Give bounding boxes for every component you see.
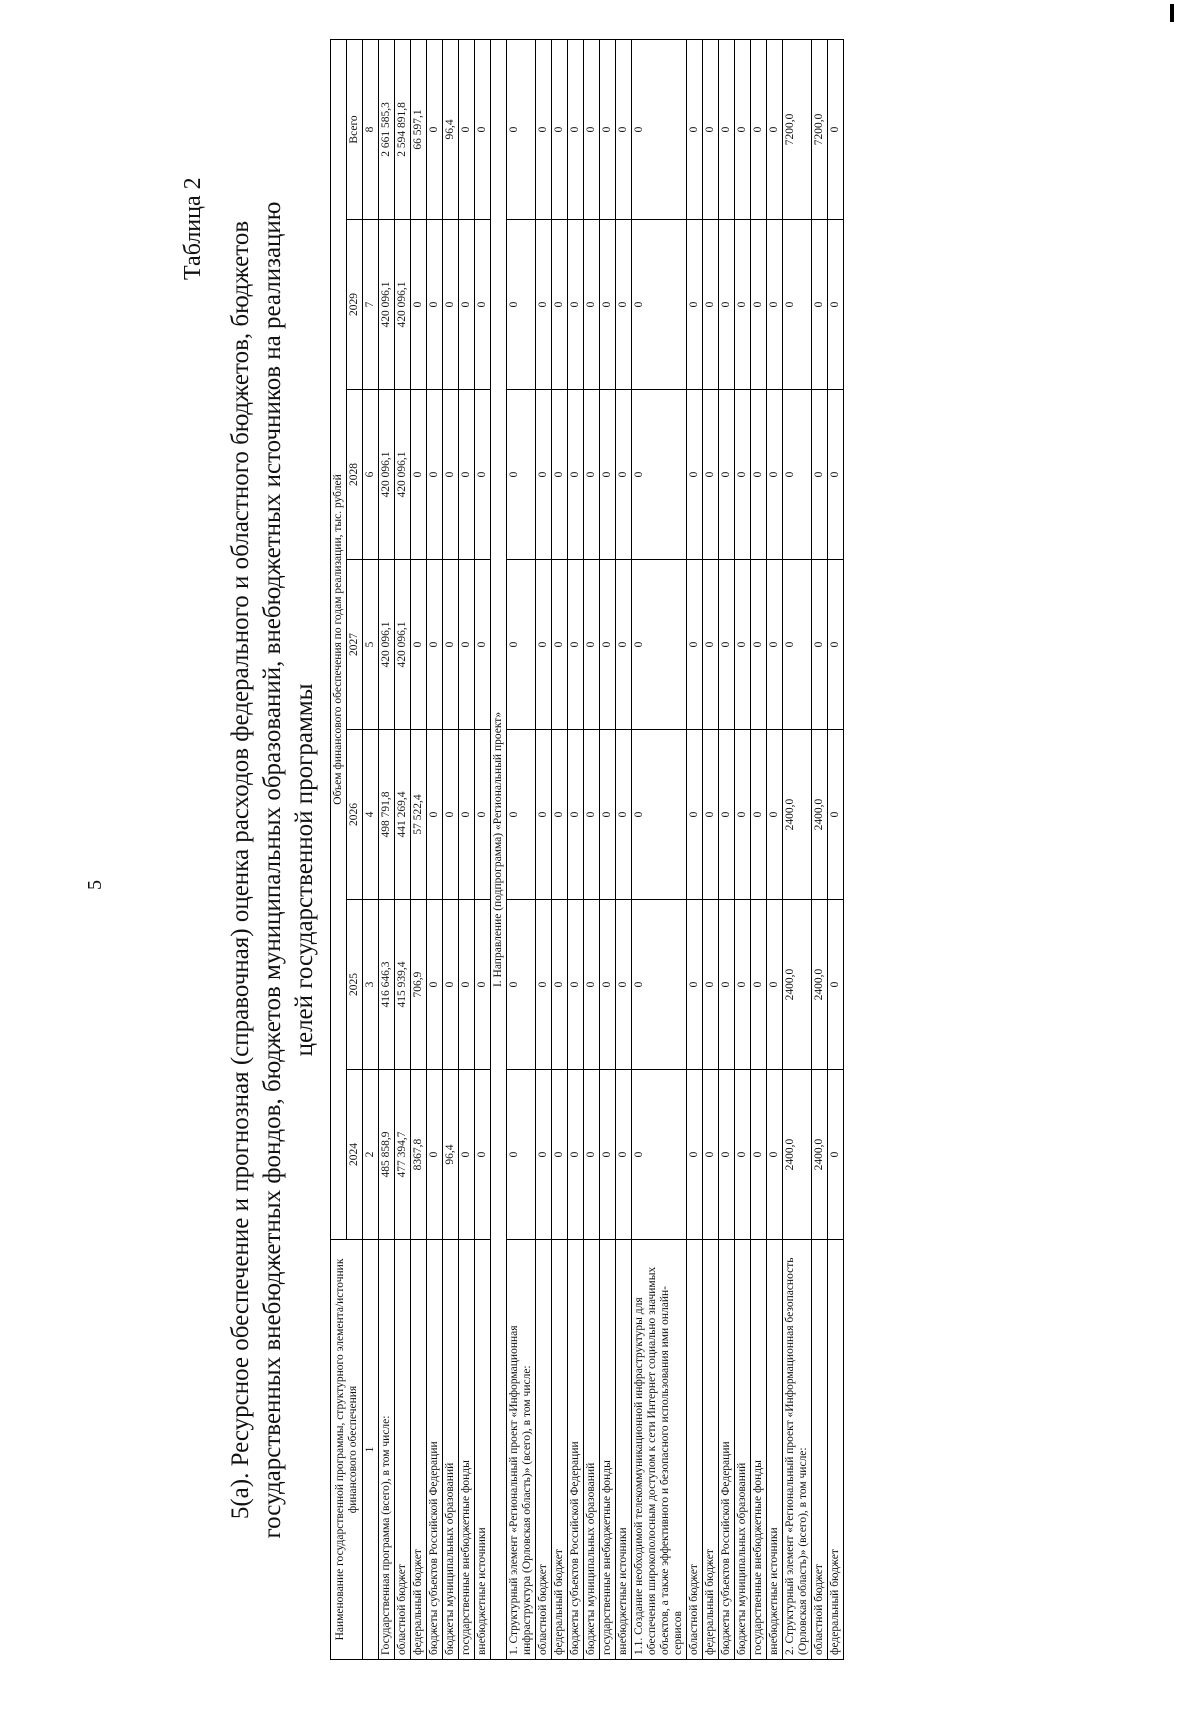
row-value: 0 (475, 900, 491, 1070)
header-group: Объем финансового обеспечения по годам реализации, тыс. рублей (331, 39, 347, 1239)
row-label: внебюджетные источники (767, 1240, 783, 1660)
row-value: 0 (507, 39, 536, 219)
financing-table (330, 39, 844, 1660)
col-number: 7 (363, 220, 379, 390)
row-value: 0 (443, 220, 459, 390)
table-row (459, 39, 475, 1659)
row-value: 441 269,4 (395, 730, 411, 900)
row-value: 420 096,1 (395, 220, 411, 390)
row-value: 0 (568, 390, 584, 560)
row-value: 0 (536, 900, 552, 1070)
row-value: 420 096,1 (395, 390, 411, 560)
row-value: 0 (767, 900, 783, 1070)
row-label: внебюджетные источники (616, 1240, 632, 1660)
row-value: 0 (552, 1070, 568, 1240)
row-value: 0 (616, 39, 632, 219)
row-value: 0 (828, 39, 844, 219)
row-value: 0 (767, 390, 783, 560)
row-value: 0 (616, 390, 632, 560)
row-value: 0 (568, 1070, 584, 1240)
row-value: 0 (703, 390, 719, 560)
row-value: 0 (568, 39, 584, 219)
row-value: 0 (584, 390, 600, 560)
row-value: 0 (552, 730, 568, 900)
table-row (379, 39, 395, 1659)
row-value: 0 (616, 900, 632, 1070)
row-value: 0 (828, 390, 844, 560)
row-value: 0 (427, 1070, 443, 1240)
row-value: 0 (507, 390, 536, 560)
row-value: 2 661 585,3 (379, 39, 395, 219)
row-value: 0 (719, 390, 735, 560)
year-2026: 2026 (347, 730, 363, 900)
row-value: 0 (767, 1070, 783, 1240)
row-value: 0 (536, 1070, 552, 1240)
row-value: 0 (600, 730, 616, 900)
row-value: 2400,0 (812, 1070, 828, 1240)
row-value: 0 (751, 390, 767, 560)
row-value: 0 (427, 560, 443, 730)
document-title (225, 90, 321, 1650)
row-label: федеральный бюджет (552, 1240, 568, 1660)
row-label: бюджеты муниципальных образований (584, 1240, 600, 1660)
row-value: 0 (735, 39, 751, 219)
table-row (507, 39, 536, 1659)
row-value: 420 096,1 (379, 390, 395, 560)
row-value: 0 (812, 390, 828, 560)
row-value: 0 (536, 390, 552, 560)
col-number: 1 (363, 1240, 379, 1660)
row-value: 0 (459, 730, 475, 900)
row-value: 0 (600, 390, 616, 560)
row-value: 0 (552, 39, 568, 219)
row-value: 0 (632, 900, 687, 1070)
row-value: 0 (443, 730, 459, 900)
row-value: 0 (600, 560, 616, 730)
row-value: 0 (812, 220, 828, 390)
row-value: 0 (632, 220, 687, 390)
header-row (331, 39, 347, 1659)
row-value: 0 (687, 390, 703, 560)
row-value: 420 096,1 (379, 220, 395, 390)
row-value: 420 096,1 (395, 560, 411, 730)
row-value: 0 (427, 39, 443, 219)
table-row (703, 39, 719, 1659)
row-value: 0 (719, 900, 735, 1070)
col-number: 6 (363, 390, 379, 560)
row-value: 0 (459, 560, 475, 730)
row-value: 0 (459, 390, 475, 560)
row-value: 0 (427, 390, 443, 560)
table-row (751, 39, 767, 1659)
section-title: I. Направление (подпрограмма) «Региональный проект» (491, 39, 507, 1659)
row-value: 0 (459, 1070, 475, 1240)
row-value: 0 (475, 730, 491, 900)
row-value: 0 (427, 900, 443, 1070)
row-label: федеральный бюджет (411, 1240, 427, 1660)
row-value: 2400,0 (783, 730, 812, 900)
table-row (411, 39, 427, 1659)
row-label: внебюджетные источники (475, 1240, 491, 1660)
col-number: 5 (363, 560, 379, 730)
row-value: 0 (751, 900, 767, 1070)
row-value: 0 (687, 900, 703, 1070)
row-value: 0 (459, 39, 475, 219)
table-row (600, 39, 616, 1659)
row-value: 0 (703, 39, 719, 219)
table-row (443, 39, 459, 1659)
row-value: 0 (584, 39, 600, 219)
row-value: 0 (600, 1070, 616, 1240)
table-row (427, 39, 443, 1659)
table-row (536, 39, 552, 1659)
row-value: 0 (475, 560, 491, 730)
row-value: 0 (616, 560, 632, 730)
row-value: 0 (751, 1070, 767, 1240)
row-value: 0 (632, 39, 687, 219)
row-value: 0 (687, 39, 703, 219)
row-label: 1.1. Создание необходимой телекоммуникационной инфраструктуры для обеспечения широкополосным доступом к сети Интернет социально значимых объектов, а также эффективного и безопасного использования ими онлайн-сервисов (632, 1240, 687, 1660)
row-value: 0 (536, 730, 552, 900)
row-value: 0 (475, 220, 491, 390)
row-label: бюджеты муниципальных образований (735, 1240, 751, 1660)
row-value: 0 (507, 900, 536, 1070)
table-row (616, 39, 632, 1659)
col-number: 2 (363, 1070, 379, 1240)
row-label: областной бюджет (536, 1240, 552, 1660)
row-value: 0 (507, 220, 536, 390)
row-value: 0 (751, 560, 767, 730)
row-value: 0 (767, 220, 783, 390)
table-row (783, 39, 812, 1659)
row-value: 0 (443, 900, 459, 1070)
row-value: 0 (411, 220, 427, 390)
table-row (812, 39, 828, 1659)
year-2027: 2027 (347, 560, 363, 730)
row-value: 477 394,7 (395, 1070, 411, 1240)
row-value: 0 (584, 560, 600, 730)
row-value: 0 (703, 220, 719, 390)
row-value: 8367,8 (411, 1070, 427, 1240)
row-value: 0 (616, 1070, 632, 1240)
section-row (491, 39, 507, 1659)
table-row (395, 39, 411, 1659)
row-value: 0 (703, 560, 719, 730)
row-value: 0 (735, 730, 751, 900)
row-value: 0 (600, 220, 616, 390)
row-value: 0 (507, 560, 536, 730)
row-value: 0 (751, 39, 767, 219)
row-value: 0 (783, 220, 812, 390)
row-value: 0 (600, 39, 616, 219)
row-value: 0 (568, 220, 584, 390)
section-body (491, 39, 507, 1659)
row-value: 0 (536, 39, 552, 219)
row-value: 0 (600, 900, 616, 1070)
row-value: 0 (459, 220, 475, 390)
row-value: 0 (459, 900, 475, 1070)
row-value: 0 (719, 39, 735, 219)
row-label: бюджеты субъектов Российской Федерации (427, 1240, 443, 1660)
table-body-bottom (507, 39, 844, 1659)
header-name: Наименование государственной программы, структурного элемента/источник финансового обеспечения (331, 1240, 363, 1660)
row-value: 0 (584, 900, 600, 1070)
row-value: 0 (828, 730, 844, 900)
col-number: 3 (363, 900, 379, 1070)
row-value: 0 (719, 730, 735, 900)
row-value: 0 (632, 730, 687, 900)
table-row (719, 39, 735, 1659)
year-2024: 2024 (347, 1070, 363, 1240)
row-value: 0 (616, 730, 632, 900)
col-number: 4 (363, 730, 379, 900)
row-value: 0 (767, 560, 783, 730)
row-value: 2400,0 (812, 730, 828, 900)
row-label: государственные внебюджетные фонды (751, 1240, 767, 1660)
row-value: 96,4 (443, 39, 459, 219)
row-value: 0 (735, 1070, 751, 1240)
row-value: 0 (507, 730, 536, 900)
row-value: 0 (568, 730, 584, 900)
row-label: федеральный бюджет (828, 1240, 844, 1660)
row-value: 7200,0 (783, 39, 812, 219)
row-value: 0 (735, 220, 751, 390)
table-row (767, 39, 783, 1659)
row-value: 0 (411, 560, 427, 730)
row-value: 0 (735, 900, 751, 1070)
row-label: областной бюджет (812, 1240, 828, 1660)
row-value: 0 (783, 390, 812, 560)
row-value: 0 (427, 730, 443, 900)
row-value: 0 (828, 560, 844, 730)
row-value: 0 (552, 900, 568, 1070)
row-value: 0 (507, 1070, 536, 1240)
row-value: 0 (427, 220, 443, 390)
row-value: 0 (767, 730, 783, 900)
title-line: целей государственной программы (291, 683, 318, 1057)
row-value: 66 597,1 (411, 39, 427, 219)
row-value: 0 (828, 1070, 844, 1240)
row-value: 96,4 (443, 1070, 459, 1240)
row-value: 420 096,1 (379, 560, 395, 730)
row-value: 0 (584, 220, 600, 390)
row-value: 0 (751, 730, 767, 900)
row-value: 706,9 (411, 900, 427, 1070)
row-value: 2400,0 (783, 1070, 812, 1240)
row-value: 0 (719, 220, 735, 390)
row-label: бюджеты муниципальных образований (443, 1240, 459, 1660)
title-line: 5(а). Ресурсное обеспечение и прогнозная (справочная) оценка расходов федерального и областного бюджетов, бюджетов (227, 220, 254, 1520)
row-value: 0 (703, 1070, 719, 1240)
table-row (632, 39, 687, 1659)
row-value: 0 (767, 39, 783, 219)
row-value: 416 646,3 (379, 900, 395, 1070)
row-label: 2. Структурный элемент «Региональный проект «Информационная безопасность (Орловская область)» (всего), в том числе: (783, 1240, 812, 1660)
row-value: 57 522,4 (411, 730, 427, 900)
row-value: 2400,0 (783, 900, 812, 1070)
row-value: 0 (443, 560, 459, 730)
row-label: областной бюджет (395, 1240, 411, 1660)
row-value: 0 (552, 390, 568, 560)
table-label: Таблица 2 (180, 177, 206, 280)
row-label: государственные внебюджетные фонды (600, 1240, 616, 1660)
financing-table-wrapper (330, 40, 844, 1660)
row-value: 0 (828, 220, 844, 390)
col-number: 8 (363, 39, 379, 219)
table-body-top (379, 39, 491, 1659)
row-label: Государственная программа (всего), в том числе: (379, 1240, 395, 1660)
table-row (475, 39, 491, 1659)
row-label: бюджеты субъектов Российской Федерации (568, 1240, 584, 1660)
page-number: 5 (84, 880, 106, 890)
row-value: 2400,0 (812, 900, 828, 1070)
row-value: 0 (568, 560, 584, 730)
row-label: областной бюджет (687, 1240, 703, 1660)
row-value: 0 (475, 390, 491, 560)
row-value: 0 (735, 560, 751, 730)
table-row (735, 39, 751, 1659)
row-value: 0 (616, 220, 632, 390)
row-label: федеральный бюджет (703, 1240, 719, 1660)
row-value: 0 (703, 900, 719, 1070)
row-value: 0 (719, 1070, 735, 1240)
row-value: 0 (735, 390, 751, 560)
row-value: 0 (687, 220, 703, 390)
row-value: 7200,0 (812, 39, 828, 219)
row-value: 0 (687, 560, 703, 730)
row-value: 415 939,4 (395, 900, 411, 1070)
row-value: 0 (812, 560, 828, 730)
row-label: 1. Структурный элемент «Региональный проект «Информационная инфраструктура (Орловская область)» (всего), в том числе: (507, 1240, 536, 1660)
year-2025: 2025 (347, 900, 363, 1070)
table-row (828, 39, 844, 1659)
year-total: Всего (347, 39, 363, 219)
table-row (552, 39, 568, 1659)
row-value: 0 (475, 39, 491, 219)
row-value: 0 (703, 730, 719, 900)
row-value: 485 858,9 (379, 1070, 395, 1240)
row-value: 0 (584, 1070, 600, 1240)
row-value: 0 (751, 220, 767, 390)
table-row (687, 39, 703, 1659)
row-value: 0 (783, 560, 812, 730)
row-value: 0 (552, 220, 568, 390)
row-value: 498 791,8 (379, 730, 395, 900)
row-value: 0 (719, 560, 735, 730)
row-label: государственные внебюджетные фонды (459, 1240, 475, 1660)
row-value: 0 (584, 730, 600, 900)
title-line: государственных внебюджетных фондов, бюджетов муниципальных образований, внебюджетных источников на реализацию (259, 201, 286, 1539)
year-2028: 2028 (347, 390, 363, 560)
table-row (568, 39, 584, 1659)
row-value: 0 (443, 390, 459, 560)
row-value: 0 (552, 560, 568, 730)
row-value: 0 (411, 390, 427, 560)
row-value: 0 (568, 900, 584, 1070)
row-value: 0 (632, 1070, 687, 1240)
row-value: 2 594 891,8 (395, 39, 411, 219)
column-number-row (363, 39, 379, 1659)
row-value: 0 (475, 1070, 491, 1240)
edge-mark (1170, 4, 1174, 22)
row-value: 0 (828, 900, 844, 1070)
row-value: 0 (632, 560, 687, 730)
row-label: бюджеты субъектов Российской Федерации (719, 1240, 735, 1660)
row-value: 0 (687, 730, 703, 900)
year-2029: 2029 (347, 220, 363, 390)
row-value: 0 (632, 390, 687, 560)
row-value: 0 (536, 560, 552, 730)
table-row (584, 39, 600, 1659)
row-value: 0 (536, 220, 552, 390)
row-value: 0 (687, 1070, 703, 1240)
